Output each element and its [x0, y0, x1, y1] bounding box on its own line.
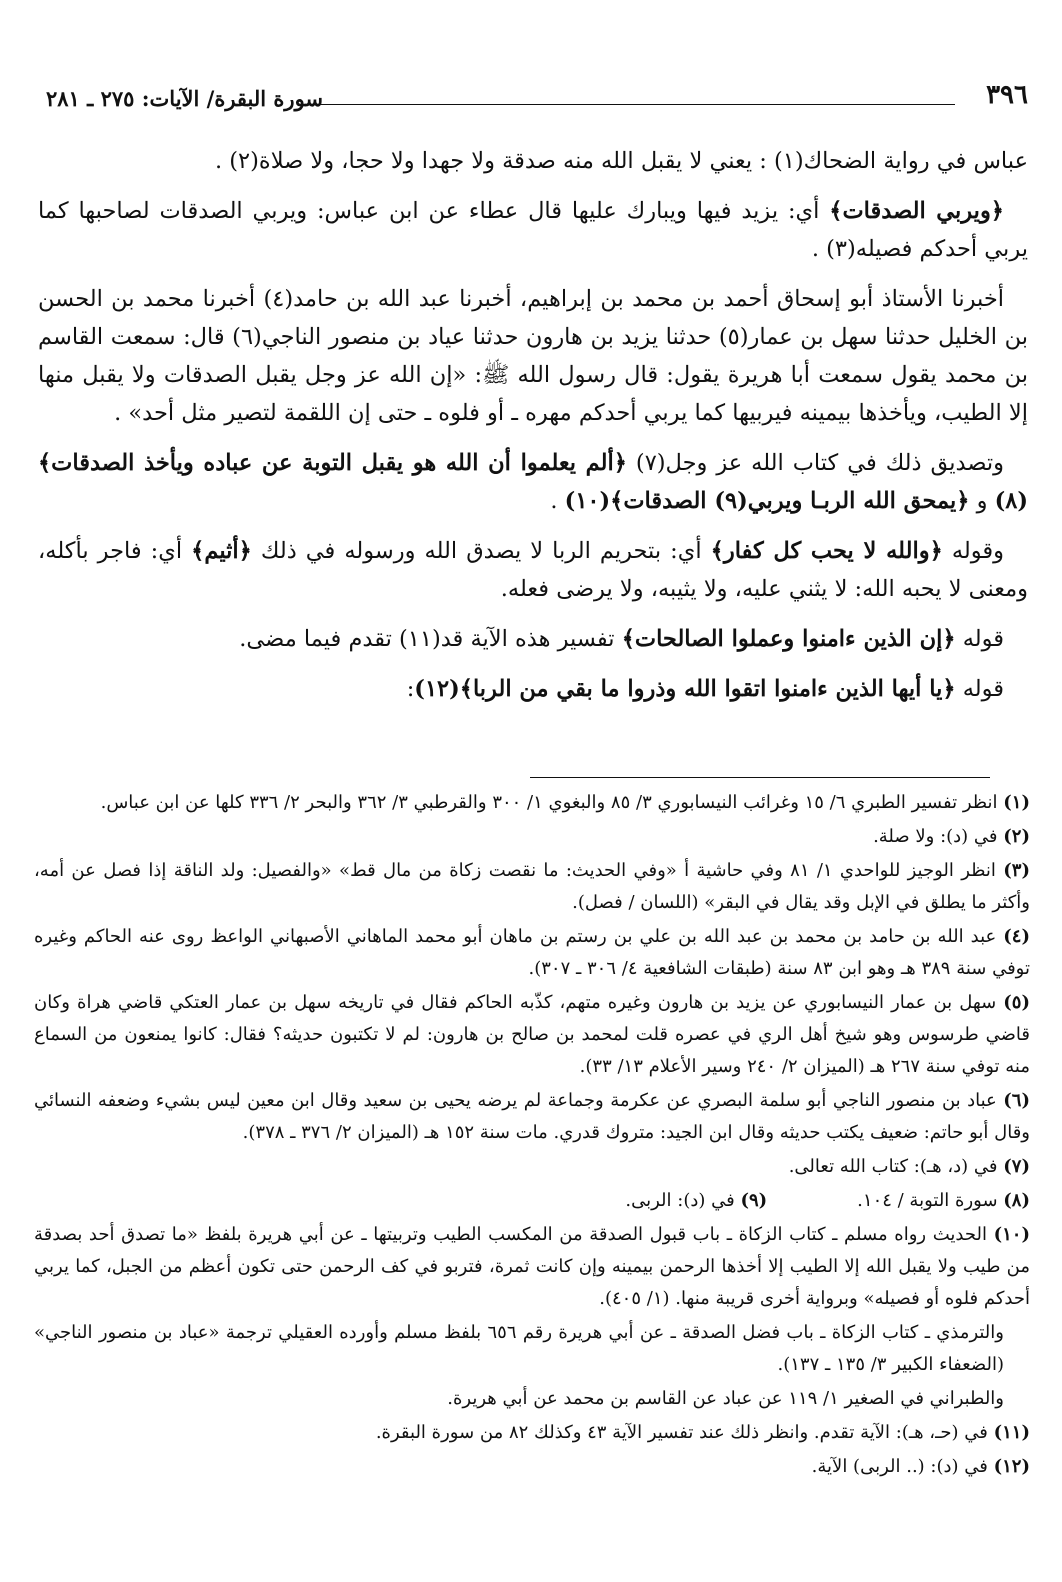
quran-quote: ﴿ألم يعلموا أن الله هو يقبل التوبة عن عباده ويأخذ الصدقات﴾(٨) [38, 450, 1028, 514]
footnote-text: سهل بن عمار النيسابوري عن يزيد بن هارون وغيره متهم، كذّبه الحاكم فقال في تاريخه سهل بن عمار العتكي قاضي هراة وكان قاضي طرسوس وهو شيخ أهل الري في عصره قلت لمحمد بن صالح بن هارون: لم لا تكتبون حديثه؟ فقال: كانوا يمنعون من السماع منه توفي سنة ٢٦٧ هـ (الميزان ٢/ ٢٤٠ وسير الأعلام ١٣/ ٣٣). [34, 992, 1030, 1077]
paragraph-text: . [550, 488, 565, 514]
paragraph-text: : [406, 676, 415, 702]
quran-quote: ﴿أثيم﴾ [191, 538, 252, 564]
footnote-1 [34, 787, 1030, 819]
paragraph-text: أي: بتحريم الربا لا يصدق الله ورسوله في ذلك [251, 538, 711, 564]
running-title: سورة البقرة/ الآيات: ٢٧٥ ـ ٢٨١ [46, 86, 324, 111]
header-rule [300, 104, 955, 105]
paragraph-text: وقوله [942, 538, 1004, 564]
quran-quote: ﴿يمحق الله الربـا ويربي(٩) الصدقات﴾(١٠) [564, 488, 970, 514]
paragraph-1: عباس في رواية الضحاك(١) : يعني لا يقبل الله منه صدقة ولا جهدا ولا حجا، ولا صلاة(٢) . [214, 148, 1028, 174]
paragraph-text: و [969, 488, 995, 514]
quran-quote: ﴿إن الذين ءامنوا وعملوا الصالحات﴾ [621, 626, 956, 652]
footnote-text: عبد الله بن حامد بن محمد بن عبد الله بن علي بن رستم بن ماهان أبو محمد الماهاني الأصبهاني الواعظ روى عنه الحاكم وغيره توفي سنة ٣٨٩ هـ وهو ابن ٨٣ سنة (طبقات الشافعية ٤/ ٣٠٦ ـ ٣٠٧). [34, 926, 1030, 979]
footnote-2 [34, 821, 1030, 853]
footnote-text: انظر تفسير الطبري ٦/ ١٥ وغرائب النيسابوري ٣/ ٨٥ والبغوي ١/ ٣٠٠ والقرطبي ٣/ ٣٦٢ والبحر ٢/ ٣٣٦ كلها عن ابن عباس. [100, 792, 1004, 813]
footnote-number: (١٠) [993, 1224, 1030, 1245]
paragraph-text: قوله [955, 626, 1004, 652]
quran-quote: ﴿يا أيها الذين ءامنوا اتقوا الله وذروا ما بقي من الربا﴾(١٢) [414, 676, 956, 702]
footnote-text: عباد بن منصور الناجي أبو سلمة البصري عن عكرمة وجماعة لم يرضه يحيى بن سعيد وقال ابن معين ليس بشيء وضعفه النسائي وقال أبو حاتم: ضعيف يكتب حديثه وقال ابن الجيد: متروك قدري. مات سنة ١٥٢ هـ (الميزان ٢/ ٣٧٦ ـ ٣٧٨). [34, 1090, 1030, 1143]
footnote-8 [857, 1185, 1030, 1217]
paragraph-3-hadith: أخبرنا الأستاذ أبو إسحاق أحمد بن محمد بن إبراهيم، أخبرنا عبد الله بن حامد(٤) أخبرنا محمد بن الحسن بن الخليل حدثنا سهل بن عمار(٥) حدثنا يزيد بن هارون حدثنا عياد بن منصور الناجي(٦) قال: سمعت القاسم بن محمد يقول سمعت أبا هريرة يقول: قال رسول الله ﷺ: «إن الله عز وجل يقبل الصدقات ولا يقبل منها إلا الطيب، ويأخذها بيمينه فيربيها كما يربي أحدكم مهره ـ أو فلوه ـ حتى إن اللقمة لتصير مثل أحد» . [38, 286, 1028, 426]
footnote-text: في (د): الربى. [625, 1190, 741, 1211]
footnote-number: (١١) [993, 1422, 1030, 1443]
footnote-number: (١) [1003, 792, 1030, 813]
footnote-number: (٣) [1003, 860, 1030, 881]
footnote-number: (٤) [1003, 926, 1030, 947]
footnotes-8-9 [34, 1185, 1030, 1219]
paragraph-text: أي: يزيد فيها ويبارك عليها قال عطاء عن ابن عباس: ويربي الصدقات لصاحبها كما يربي أحدكم فصيله(٣) . [38, 198, 1028, 262]
footnote-9 [625, 1185, 767, 1217]
quran-quote: ﴿والله لا يحب كل كفار﴾ [710, 538, 943, 564]
footnote-text: الحديث رواه مسلم ـ كتاب الزكاة ـ باب قبول الصدقة من المكسب الطيب وتربيتها ـ عن أبي هريرة بلفظ «ما تصدق أحد بصدقة من طيب ولا يقبل الله إلا الطيب إلا أخذها الرحمن بيمينه وإن كانت ثمرة، فتربو في كف الرحمن حتى تكون أعظم من الجبل، كما يربي أحدكم فلوه أو فصيله» وبرواية أخرى قريبة منها. (١/ ٤٠٥). [34, 1224, 1030, 1309]
footnote-rule [530, 777, 990, 778]
quran-quote: ﴿ويربي الصدقات﴾ [829, 198, 1004, 224]
footnote-number: (٩) [740, 1190, 768, 1211]
footnote-6 [34, 1085, 1030, 1149]
footnote-number: (٥) [1003, 992, 1030, 1013]
main-text [38, 142, 1028, 720]
paragraph-7 [38, 670, 1028, 708]
paragraph-5 [38, 532, 1028, 608]
footnote-number: (٦) [1003, 1090, 1030, 1111]
paragraph-text: وتصديق ذلك في كتاب الله عز وجل(٧) [626, 450, 1004, 476]
footnote-12 [34, 1451, 1030, 1483]
footnote-text: في (د): ولا صلة. [873, 826, 1004, 847]
footnote-7 [34, 1151, 1030, 1183]
footnote-text: في (د، هـ): كتاب الله تعالى. [788, 1156, 1004, 1177]
footnote-text: انظر الوجيز للواحدي ١/ ٨١ وفي حاشية أ «وفي الحديث: ما نقصت زكاة من مال قط» «والفصيل: ولد الناقة إذا فصل عن أمه، وأكثر ما يطلق في الإبل وقد يقال في البقر» (اللسان / فصل). [34, 860, 1030, 913]
footnote-number: (٢) [1003, 826, 1030, 847]
paragraph-text: قوله [955, 676, 1004, 702]
footnote-10 [34, 1219, 1030, 1315]
footnote-5 [34, 987, 1030, 1083]
footnote-4 [34, 921, 1030, 985]
footnote-text: سورة التوبة / ١٠٤. [857, 1190, 1004, 1211]
paragraph-text: تفسير هذه الآية قد(١١) تقدم فيما مضى. [239, 626, 622, 652]
footnote-number: (١٢) [993, 1456, 1030, 1477]
paragraph-6 [38, 620, 1028, 658]
paragraph-4 [38, 444, 1028, 520]
footnote-text: في (حـ، هـ): الآية تقدم. وانظر ذلك عند تفسير الآية ٤٣ وكذلك ٨٢ من سورة البقرة. [375, 1422, 994, 1443]
paragraph-2 [38, 192, 1028, 268]
footnotes [34, 787, 1030, 1485]
footnote-11 [34, 1417, 1030, 1449]
footnote-text: في (د): (.. الربى) الآية. [811, 1456, 994, 1477]
footnote-number: (٧) [1003, 1156, 1030, 1177]
footnote-10-continued: والترمذي ـ كتاب الزكاة ـ باب فضل الصدقة ـ عن أبي هريرة رقم ٦٥٦ بلفظ مسلم وأورده العقيلي ترجمة «عباد بن منصور الناجي» (الضعفاء الكبير ٣/ ١٣٥ ـ ١٣٧). [34, 1322, 1004, 1375]
footnote-3 [34, 855, 1030, 919]
footnote-number: (٨) [1003, 1190, 1030, 1211]
paragraph-text: أي: فاجر بأكله، ومعنى لا يحبه الله: لا يثني عليه، ولا يثيبه، ولا يرضى فعله. [38, 538, 1028, 602]
footnote-10-continued: والطبراني في الصغير ١/ ١١٩ عن عباد عن القاسم بن محمد عن أبي هريرة. [447, 1388, 1004, 1409]
page-number: ٣٩٦ [986, 80, 1028, 110]
